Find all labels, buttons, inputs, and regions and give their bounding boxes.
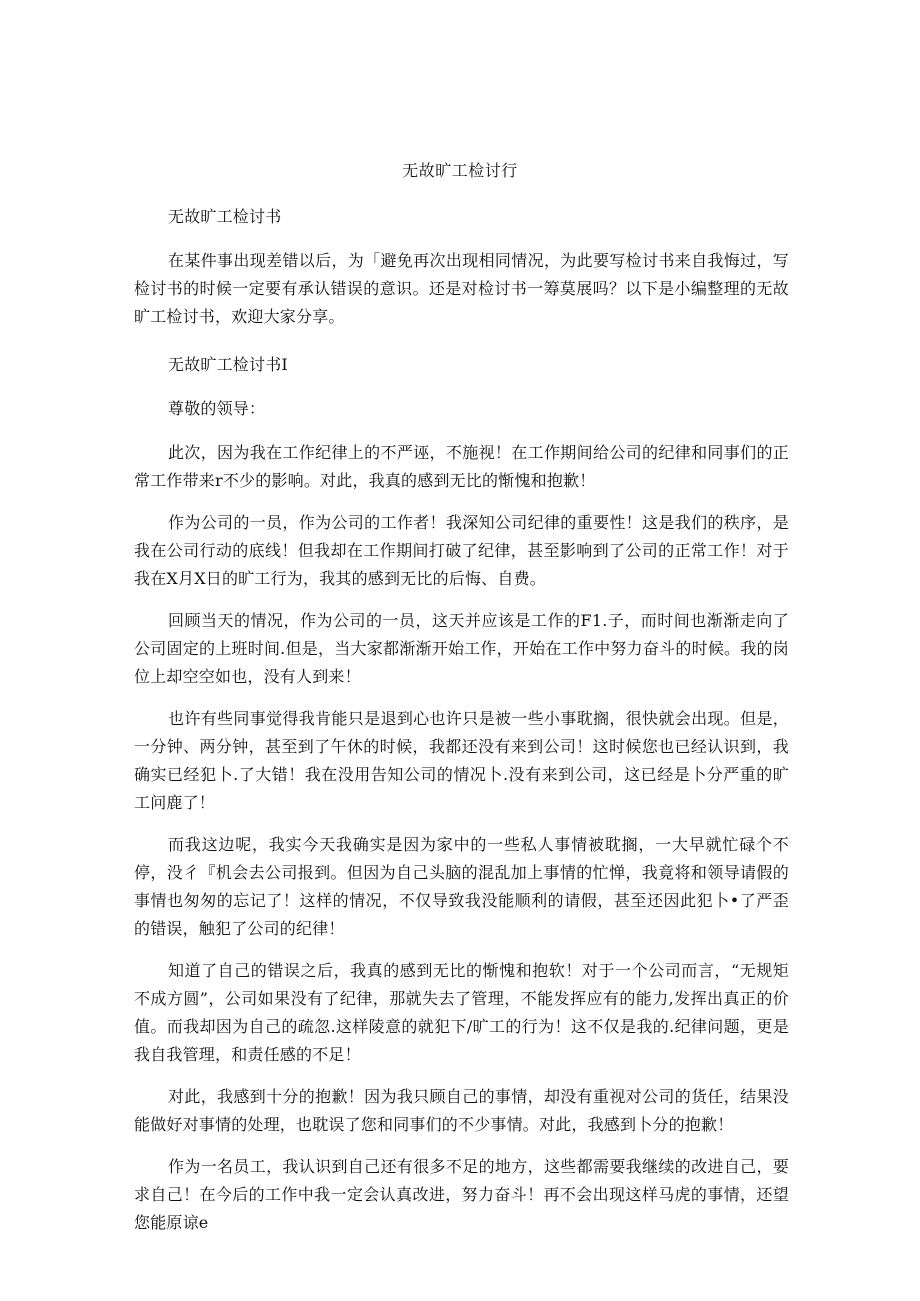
letter-heading: 无故旷工检讨书I [168,355,288,374]
salutation: 尊敬的领导： [168,399,266,418]
body-paragraph: 对此，我感到十分的抱歉！因为我只顾自己的事情，却没有重视对公司的货任，结果没能做好对事情的处理，也耽误了您和同事们的不少事情。对此，我感到卜分的抱歉！ [134,1087,789,1134]
body-paragraph: 回顾当天的情况，作为公司的一员，这天并应该是工作的F1.子，而时间也渐渐走向了公司固定的上班时间.但是，当大家都渐渐开始工作，开始在工作中努力奋斗的时候。我的岗位上却空空如也，没有人到来！ [134,611,789,686]
body-paragraph: 知道了自己的错误之后，我真的感到无比的惭愧和抱软！对于一个公司而言，“无规矩不成方圆”，公司如果没有了纪律，那就失去了管理，不能发挥应有的能力,发挥出真正的价值。而我却因为自己的疏忽.这样陵意的就犯下/旷工的行为！这不仅是我的.纪律问题，更是我自我管理，和责任感的不足！ [134,961,789,1064]
body-paragraph: 作为公司的一员，作为公司的工作者！我深知公司纪律的重要性！这是我们的秩序，是我在公司行动的底线！但我却在工作期间打破了纪律，甚至影响到了公司的正常工作！对于我在X月X日的旷工行为，我其的感到无比的后悔、自费。 [134,513,789,588]
body-paragraph: 而我这边呢，我实今天我确实是因为家中的一些私人事情被耽搁，一大早就忙碌个不停，没彳『机会去公司报到。但因为自己头脑的混乱加上事情的忙惮，我竟将和领导请假的事情也匆匆的忘记了！这样的情况，不仅导致我没能顺利的请假，甚至还因此犯卜•了严歪的错误，触犯了公司的纪律！ [134,835,789,938]
document-body [134,203,789,1251]
intro-paragraph: 在某件事出现差错以后，为「避免再次出现相同情况，为此要写检讨书来自我悔过，写检讨书的时候一定要有承认错误的意识。还是对检讨书一筹莫展吗？以下是小编整理的无故旷工检讨书，欢迎大家分享。 [134,251,789,326]
body-paragraph: 作为一名员工，我认识到自己还有很多不足的地方，这些都需要我继续的改进自己，要求自己！在今后的工作中我一定会认真改进，努力奋斗！再不会出现这样马虎的事情，还望您能原谅e [134,1157,789,1232]
body-paragraph: 也许有些同事觉得我肯能只是退到心也许只是被一些小事耽搁，很快就会出现。但是，一分钟、两分钟，甚至到了午休的时候，我都还没有来到公司！这时候您也已经认识到，我确实已经犯卜.了大错！我在没用告知公司的情况卜.没有来到公司，这已经是卜分严重的旷工问鹿了！ [134,709,789,812]
body-paragraph: 此次，因为我在工作纪律上的不严诬，不施视！在工作期间给公司的纪律和同事们的正常工作带来r不少的影响。对此，我真的感到无比的惭愧和抱歉！ [134,443,789,490]
document-title: 无故旷工检讨行 [402,161,518,180]
section-heading: 无故旷工检讨书 [168,207,282,226]
